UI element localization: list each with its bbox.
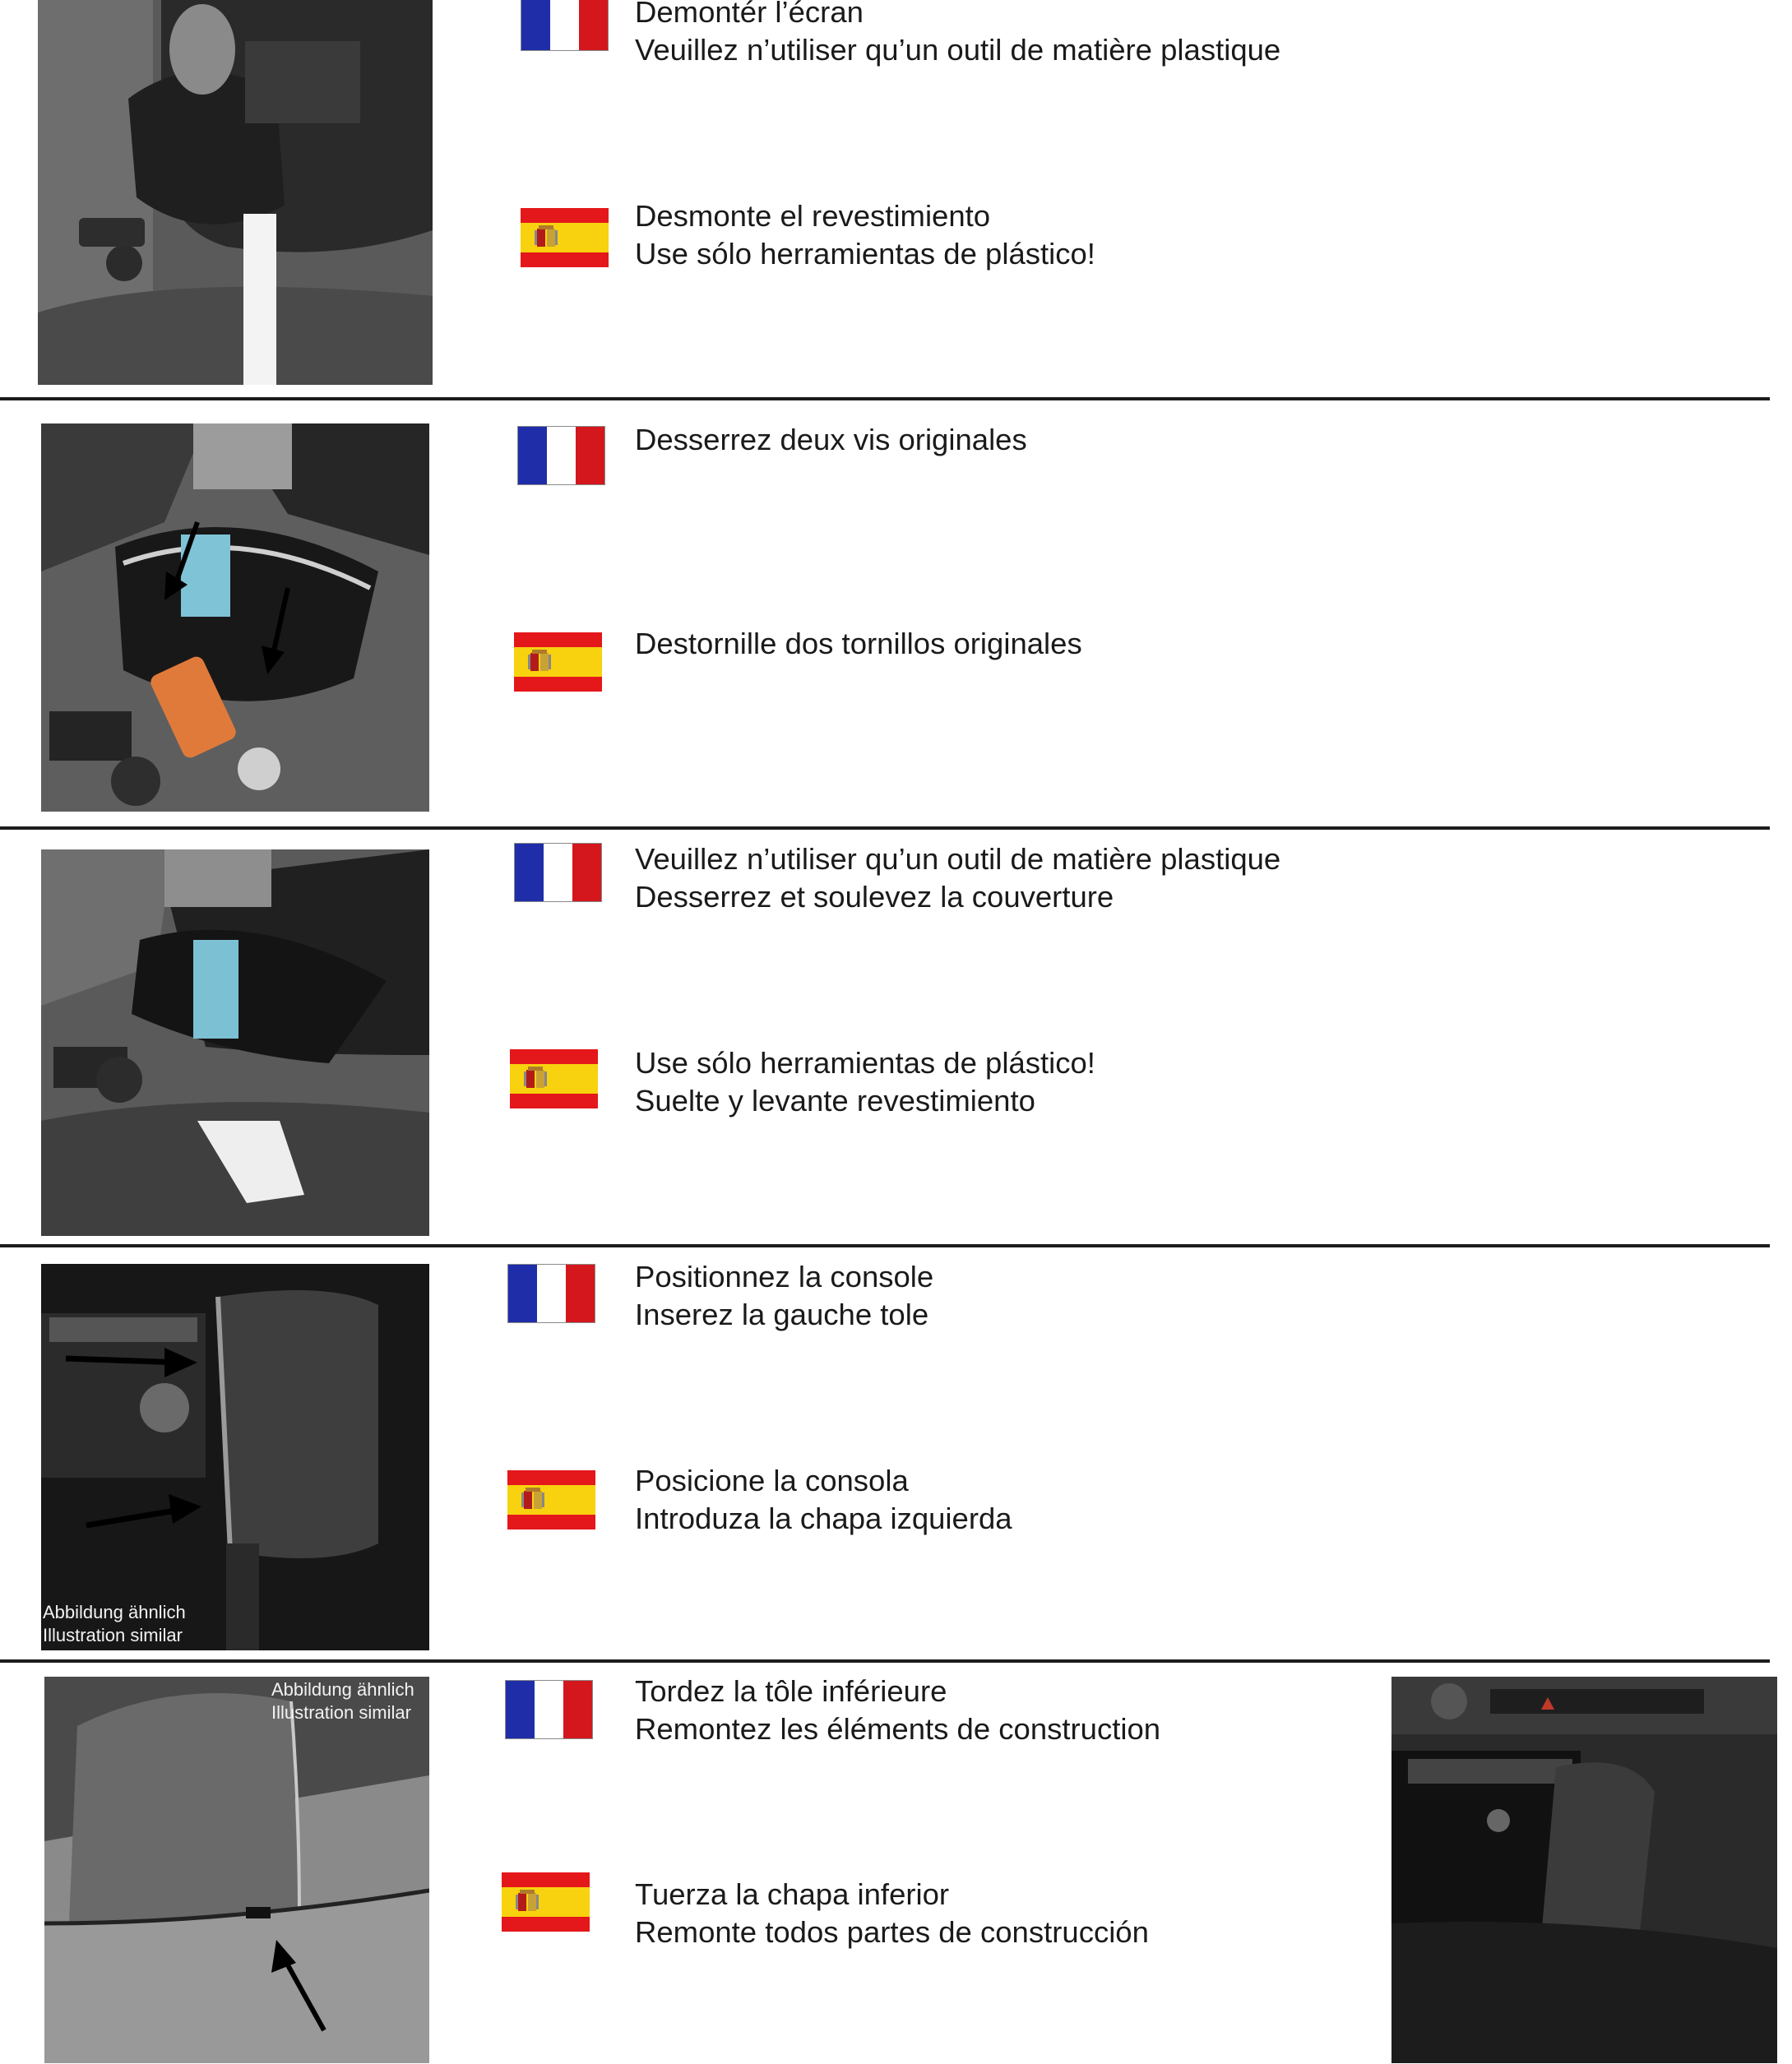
text-line: Suelte y levante revestimiento	[635, 1084, 1035, 1118]
section-divider	[0, 397, 1770, 400]
step1-french-instructions	[635, 0, 1280, 69]
step2-spanish-instructions	[635, 625, 1082, 663]
step1-spanish-instructions	[635, 197, 1095, 273]
caption-line: Illustration similar	[271, 1702, 411, 1723]
caption-line: Abbildung ähnlich	[43, 1602, 186, 1622]
photo-caption	[271, 1678, 414, 1724]
step5-photo-installed-console	[1391, 1677, 1777, 2063]
spain-flag-icon	[510, 1049, 598, 1108]
spain-flag-icon	[507, 1470, 595, 1529]
step4-french-instructions	[635, 1258, 933, 1334]
text-line: Remontez les éléments de construction	[635, 1712, 1161, 1746]
spain-flag-icon	[514, 632, 602, 692]
france-flag-icon	[517, 426, 605, 485]
text-line: Positionnez la console	[635, 1260, 934, 1293]
spain-flag-icon	[502, 1872, 590, 1932]
text-line: Demontér l’écran	[635, 0, 864, 29]
step5-photo-lower-sheet	[44, 1677, 429, 2063]
section-divider	[0, 826, 1770, 830]
spain-flag-icon	[521, 208, 609, 267]
text-line: Tordez la tôle inférieure	[635, 1674, 947, 1708]
france-flag-icon	[521, 0, 609, 51]
text-line: Use sólo herramientas de plástico!	[635, 1046, 1095, 1080]
text-line: Tuerza la chapa inferior	[635, 1877, 950, 1911]
france-flag-icon	[514, 843, 602, 902]
text-line: Inserez la gauche tole	[635, 1298, 929, 1331]
text-line: Veuillez n’utiliser qu’un outil de matière plastique	[635, 842, 1281, 876]
section-divider	[0, 1244, 1770, 1247]
text-line: Desserrez deux vis originales	[635, 423, 1027, 456]
text-line: Desserrez et soulevez la couverture	[635, 880, 1114, 914]
step2-french-instructions	[635, 421, 1027, 459]
step1-photo-gear-shifter	[38, 0, 433, 385]
text-line: Destornille dos tornillos originales	[635, 627, 1082, 660]
step3-french-instructions	[635, 840, 1280, 916]
step2-photo-screws	[41, 423, 429, 812]
step4-spanish-instructions	[635, 1462, 1012, 1538]
step3-spanish-instructions	[635, 1044, 1095, 1120]
text-line: Introduza la chapa izquierda	[635, 1502, 1012, 1535]
photo-caption	[43, 1601, 186, 1647]
caption-line: Illustration similar	[43, 1625, 183, 1645]
step5-spanish-instructions	[635, 1876, 1149, 1951]
step5-french-instructions	[635, 1673, 1160, 1748]
text-line: Desmonte el revestimiento	[635, 199, 991, 233]
step4-photo-console-position	[41, 1264, 429, 1650]
france-flag-icon	[505, 1680, 593, 1739]
france-flag-icon	[507, 1264, 595, 1323]
step3-photo-cover-removal	[41, 849, 429, 1236]
section-divider	[0, 1659, 1770, 1663]
text-line: Posicione la consola	[635, 1464, 909, 1497]
text-line: Remonte todos partes de construcción	[635, 1915, 1149, 1949]
caption-line: Abbildung ähnlich	[271, 1679, 414, 1700]
text-line: Use sólo herramientas de plástico!	[635, 237, 1095, 271]
text-line: Veuillez n’utiliser qu’un outil de matière plastique	[635, 33, 1281, 67]
